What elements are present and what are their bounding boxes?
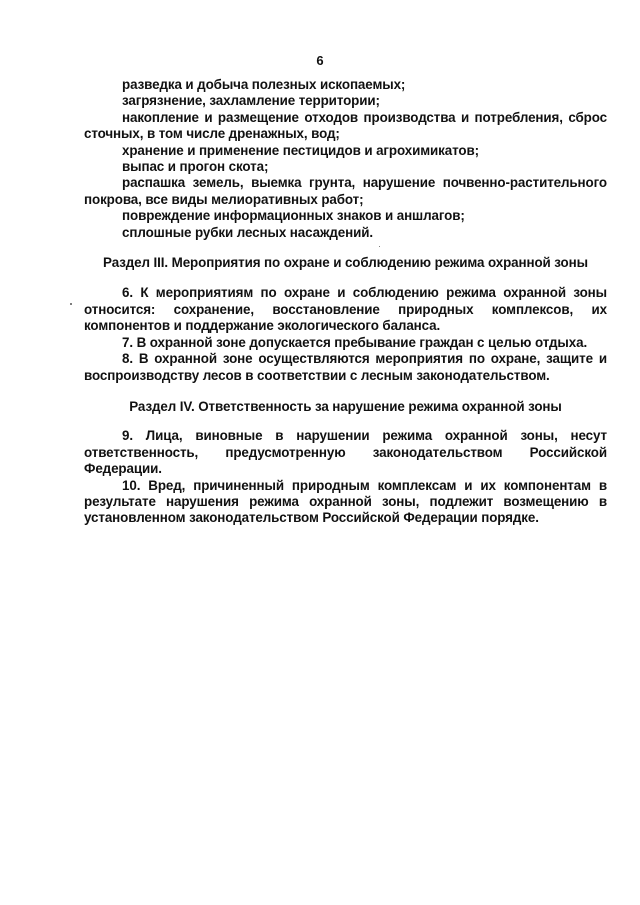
list-item: выпас и прогон скота; bbox=[122, 159, 269, 175]
section-4-body bbox=[84, 428, 607, 526]
paragraph: 10. Вред, причиненный природным комплексам и их компонентам в результате нарушения режима охранной зоны, подлежит возмещению в установленном законодательством Российской Федерации порядке. bbox=[84, 477, 607, 526]
section-3-body bbox=[84, 285, 607, 383]
scan-speck bbox=[379, 246, 380, 247]
paragraph: 6. К мероприятиям по охране и соблюдению режима охранной зоны относится: сохранение, восстановление природных комплексов, их компонентов и поддержание экологического баланса. bbox=[84, 285, 607, 334]
list-item: хранение и применение пестицидов и агрохимикатов; bbox=[122, 142, 479, 158]
paragraph: 8. В охранной зоне осуществляются мероприятия по охране, защите и воспроизводству лесов в соответствии с лесным законодательством. bbox=[84, 351, 607, 383]
list-item: распашка земель, выемка грунта, нарушение почвенно-растительного покрова, все виды мелиоративных работ; bbox=[84, 175, 607, 207]
list-item: сплошные рубки лесных насаждений. bbox=[122, 224, 374, 240]
list-item: накопление и размещение отходов производства и потребления, сброс сточных, в том числе дренажных, вод; bbox=[84, 109, 607, 142]
scan-speck bbox=[70, 303, 72, 305]
page-number: 6 bbox=[316, 53, 324, 68]
document-body bbox=[84, 77, 607, 527]
prohibited-activities-list bbox=[84, 77, 607, 241]
list-item: разведка и добыча полезных ископаемых; bbox=[122, 77, 406, 92]
paragraph: 9. Лица, виновные в нарушении режима охранной зоны, несут ответственность, предусмотренную законодательством Российской Федерации. bbox=[84, 428, 607, 477]
section-4-heading: Раздел IV. Ответственность за нарушение режима охранной зоны bbox=[129, 398, 562, 414]
paragraph: 7. В охранной зоне допускается пребывание граждан с целью отдыха. bbox=[122, 334, 588, 350]
list-item: загрязнение, захламление территории; bbox=[122, 93, 380, 109]
list-item: повреждение информационных знаков и аншлагов; bbox=[122, 208, 465, 224]
section-3-heading: Раздел III. Мероприятия по охране и соблюдению режима охранной зоны bbox=[103, 255, 588, 271]
